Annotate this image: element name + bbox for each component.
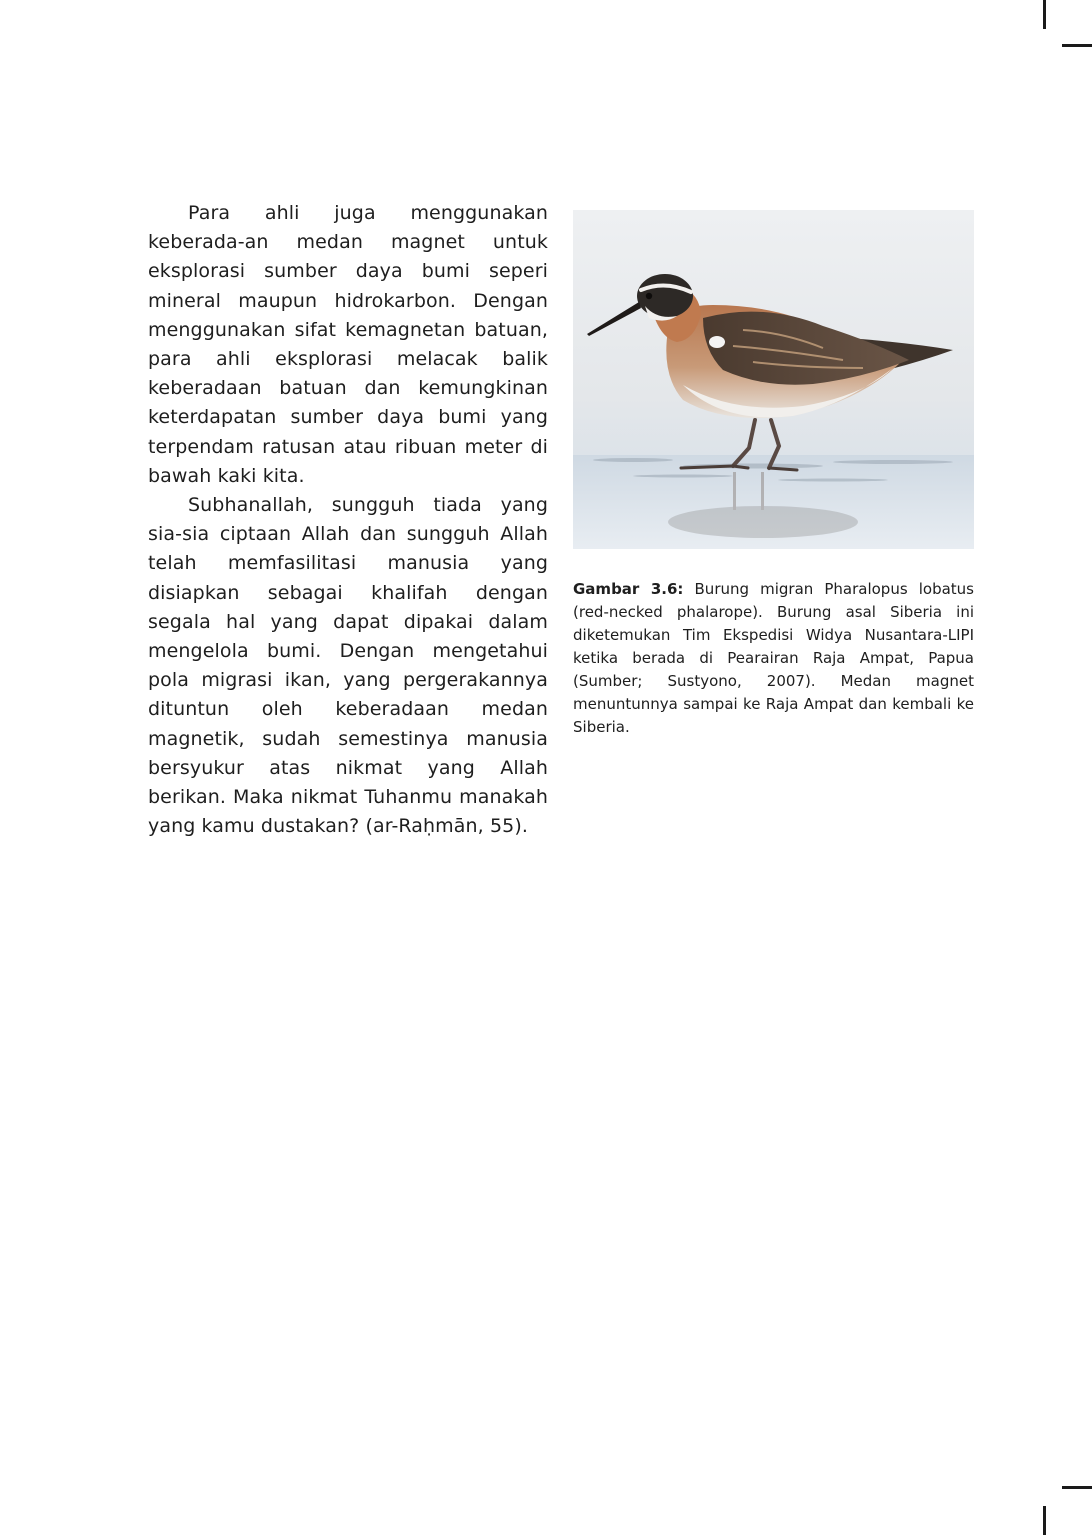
crop-mark-top-vertical [1043,0,1046,29]
body-paragraph-2: Subhanallah, sungguh tiada yang sia-sia ciptaan Allah dan sungguh Allah telah memfasilitasi manusia yang disiapkan sebagai khalifah dengan segala hal yang dapat dipakai dalam mengelola bumi. Dengan mengetahui pola migrasi ikan, yang pergerakannya dituntun oleh keberadaan medan magnetik, sudah semestinya manusia bersyukur atas nikmat yang Allah berikan. Maka nikmat Tuhanmu manakah yang kamu dustakan? (ar-Raḥmān, 55). [148,494,548,838]
figure-caption-text: Burung migran Pharalopus lobatus (red-necked phalarope). Burung asal Siberia ini diketemukan Tim Ekspedisi Widya Nusantara-LIPI ketika berada di Pearairan Raja Ampat, Papua (Sumber; Sustyono, 2007). Medan magnet menuntunnya sampai ke Raja Ampat dan kembali ke Siberia. [573,580,974,736]
body-text-column [148,199,548,841]
figure-caption [573,578,974,739]
crop-mark-bottom-horizontal [1062,1486,1092,1489]
figure-photo-phalarope [573,210,974,549]
figure-caption-label: Gambar 3.6: [573,580,684,598]
crop-mark-bottom-vertical [1043,1506,1046,1535]
body-paragraph-1: Para ahli juga menggunakan keberada-an medan magnet untuk eksplorasi sumber daya bumi seperi mineral maupun hidrokarbon. Dengan menggunakan sifat kemagnetan batuan, para ahli eksplorasi melacak balik keberadaan batuan dan kemungkinan keterdapatan sumber daya bumi yang terpendam ratusan atau ribuan meter di bawah kaki kita. [148,202,548,487]
crop-mark-top-horizontal [1062,44,1092,47]
bird-illustration [573,210,974,549]
